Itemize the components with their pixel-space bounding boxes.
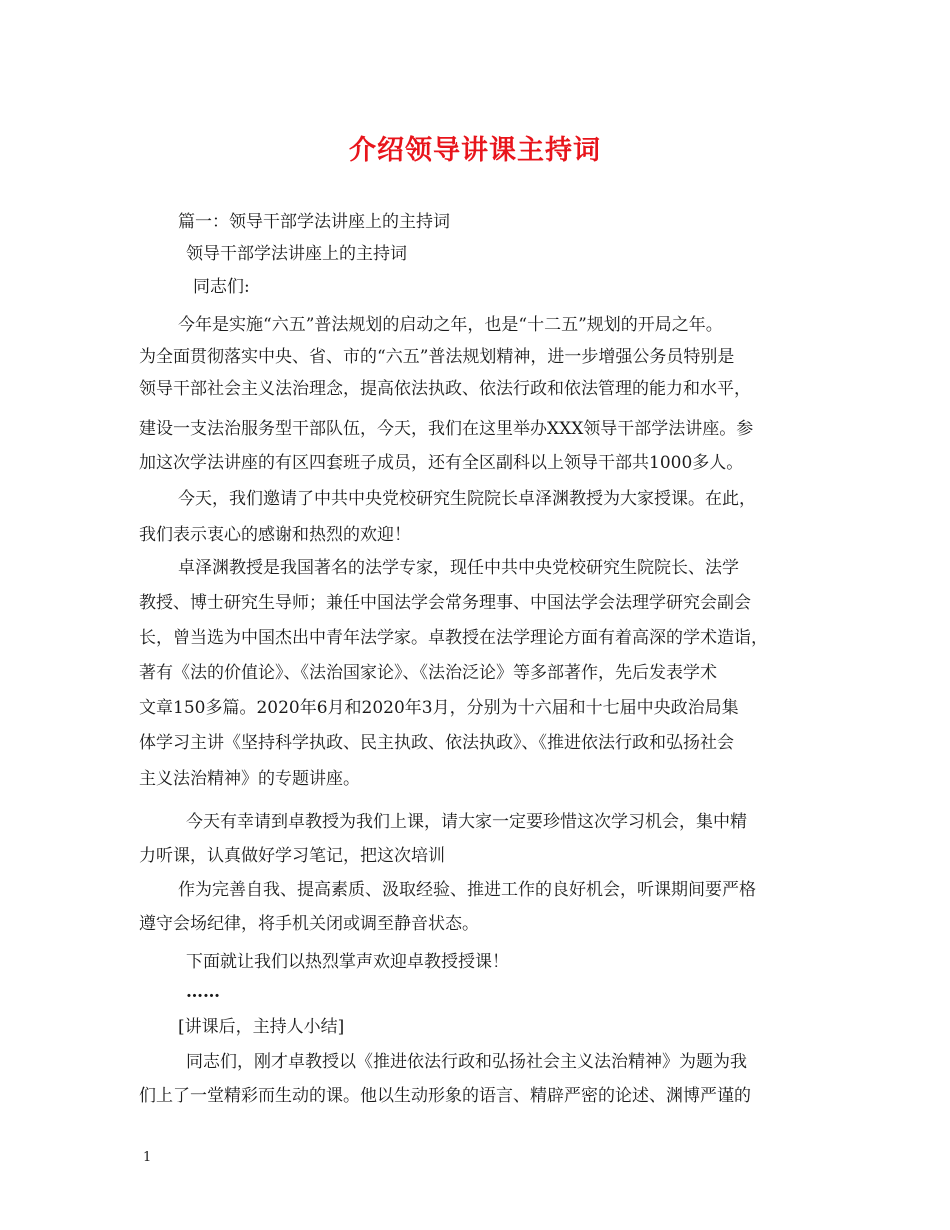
greeting-line: 同志们: bbox=[193, 277, 250, 297]
body-line: 我们表示衷心的感谢和热烈的欢迎！ bbox=[139, 525, 411, 545]
body-line: 今天有幸请到卓教授为我们上课，请大家一定要珍惜这次学习机会，集中精 bbox=[186, 812, 747, 832]
body-line: 遵守会场纪律，将手机关闭或调至静音状态。 bbox=[139, 914, 479, 934]
body-line: 卓泽渊教授是我国著名的法学专家，现任中共中央党校研究生院院长、法学 bbox=[178, 558, 739, 578]
body-line: 同志们，刚才卓教授以《推进依法行政和弘扬社会主义法治精神》为题为我 bbox=[186, 1052, 747, 1072]
body-line: 今天，我们邀请了中共中央党校研究生院院长卓泽渊教授为大家授课。在此， bbox=[178, 489, 756, 509]
body-line: [讲课后，主持人小结] bbox=[178, 1017, 345, 1037]
body-line: 建设一支法治服务型干部队伍，今天，我们在这里举办XXX领导干部学法讲座。参 bbox=[139, 419, 754, 439]
body-line: 作为完善自我、提高素质、汲取经验、推进工作的良好机会，听课期间要严格 bbox=[178, 880, 756, 900]
body-line: 主义法治精神》的专题讲座。 bbox=[139, 769, 360, 789]
body-line: 教授、博士研究生导师；兼任中国法学会常务理事、中国法学会法理学研究会副会 bbox=[139, 593, 751, 613]
body-line: 今年是实施“六五”普法规划的启动之年，也是“十二五”规划的开局之年。 bbox=[178, 315, 723, 335]
document-title: 介绍领导讲课主持词 bbox=[349, 135, 601, 166]
body-line: 领导干部社会主义法治理念，提高依法执政、依法行政和依法管理的能力和水平， bbox=[139, 379, 751, 399]
body-line: 文章150多篇。2020年6月和2020年3月，分别为十六届和十七届中央政治局集 bbox=[139, 698, 739, 718]
body-line: 力听课，认真做好学习笔记，把这次培训 bbox=[139, 846, 445, 866]
body-line: 们上了一堂精彩而生动的课。他以生动形象的语言、精辟严密的论述、渊博严谨的 bbox=[139, 1086, 751, 1106]
body-line: 长，曾当选为中国杰出中青年法学家。卓教授在法学理论方面有着高深的学术造诣， bbox=[139, 628, 768, 648]
section-subtitle: 领导干部学法讲座上的主持词 bbox=[186, 244, 407, 264]
page-number: 1 bbox=[143, 1150, 152, 1165]
body-line: 为全面贯彻落实中央、省、市的“六五”普法规划精神，进一步增强公务员特别是 bbox=[139, 347, 735, 367]
body-line: 下面就让我们以热烈掌声欢迎卓教授授课！ bbox=[186, 952, 509, 972]
section-heading: 篇一：领导干部学法讲座上的主持词 bbox=[178, 212, 450, 232]
ellipsis-line: …… bbox=[186, 982, 220, 1002]
body-line: 著有《法的价值论》、《法治国家论》、《法治泛论》等多部著作，先后发表学术 bbox=[139, 663, 717, 683]
body-line: 体学习主讲《坚持科学执政、民主执政、依法执政》、《推进依法行政和弘扬社会 bbox=[139, 733, 734, 753]
body-line: 加这次学法讲座的有区四套班子成员，还有全区副科以上领导干部共1000多人。 bbox=[139, 453, 744, 473]
